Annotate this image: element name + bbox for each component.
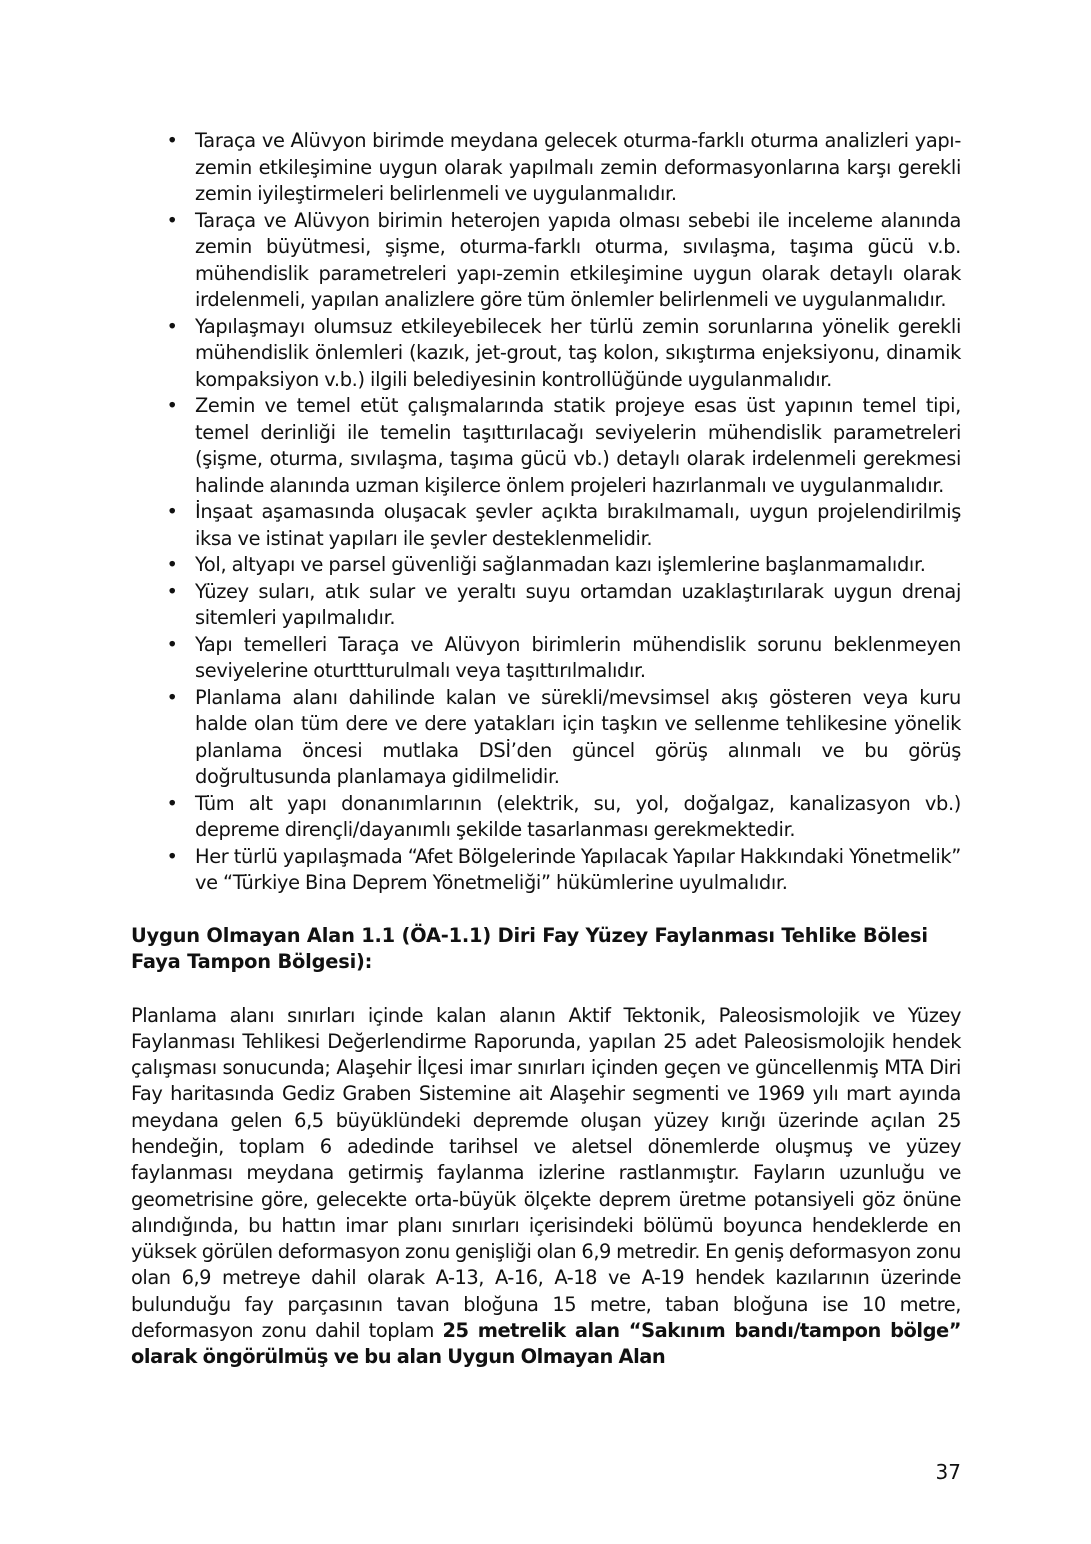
body-paragraph <box>131 1003 961 1371</box>
list-item <box>131 128 961 208</box>
list-item <box>131 844 961 897</box>
bullet-icon: • <box>166 208 178 232</box>
bullet-icon: • <box>166 791 178 815</box>
bullet-icon: • <box>166 553 178 576</box>
recommendation-list <box>131 128 961 897</box>
bullet-icon: • <box>166 500 178 523</box>
bullet-icon: • <box>166 685 178 709</box>
list-item-text: Yüzey suları, atık sular ve yeraltı suyu ortamdan uzaklaştırılarak uygun drenaj sitemleri yapılmalıdır. <box>195 579 961 629</box>
list-item <box>131 632 961 685</box>
list-item-text: Her türlü yapılaşmada “Afet Bölgelerinde Yapılacak Yapılar Hakkındaki Yönetmelik” ve “Türkiye Bina Deprem Yönetmeliği” hükümlerine uyulmalıdır. <box>195 844 961 894</box>
section-heading: Uygun Olmayan Alan 1.1 (ÖA-1.1) Diri Fay Yüzey Faylanması Tehlike Bölesi Faya Tampon Bölgesi): <box>131 923 928 973</box>
bullet-icon: • <box>166 394 178 417</box>
list-item <box>131 552 961 579</box>
bullet-icon: • <box>166 314 178 338</box>
list-item-text: Planlama alanı dahilinde kalan ve sürekli/mevsimsel akış gösteren veya kuru halde olan tüm dere ve dere yatakları için taşkın ve sellenme tehlikesine yönelik planlama öncesi mutlaka DSİ’den güncel görüş alınmalı ve bu görüş doğrultusunda planlamaya gidilmelidir. <box>195 685 961 788</box>
list-item-text: Yapı temelleri Taraça ve Alüvyon birimlerin mühendislik sorunu beklenmeyen seviyelerine oturttturulmalı veya taşıttırılmalıdır. <box>195 632 961 682</box>
list-item-text: Taraça ve Alüvyon birimin heterojen yapıda olması sebebi ile inceleme alanında zemin büyütmesi, şişme, oturma-farklı oturma, sıvılaşma, taşıma gücü v.b. mühendislik parametreleri yapı-zemin etkileşimine uygun olarak detaylı olarak irdelenmeli, yapılan analizlere göre tüm önlemler belirlenmeli ve uygulanmalıdır. <box>195 208 961 311</box>
list-item-text: Taraça ve Alüvyon birimde meydana gelecek oturma-farklı oturma analizleri yapı-zemin etkileşimine uygun olarak yapılmalı zemin deformasyonlarına karşı gerekli zemin iyileştirmeleri belirlenmeli ve uygulanmalıdır. <box>195 129 961 205</box>
list-item <box>131 314 961 394</box>
list-item <box>131 499 961 552</box>
list-item-text: Zemin ve temel etüt çalışmalarında statik projeye esas üst yapının temel tipi, temel derinliği ile temelin taşıttırılacağı seviyelerin mühendislik parametreleri (şişme, oturma, sıvılaşma, taşıma gücü vb.) detaylı olarak irdelenmeli gerekmesi halinde alanında uzman kişilerce önlem projeleri hazırlanmalı ve uygulanmalıdır. <box>195 394 961 497</box>
list-item <box>131 579 961 632</box>
bullet-icon: • <box>166 632 178 656</box>
list-item <box>131 393 961 499</box>
list-item-text: Yapılaşmayı olumsuz etkileyebilecek her türlü zemin sorunlarına yönelik gerekli mühendislik önlemleri (kazık, jet-grout, taş kolon, sıkıştırma enjeksiyonu, dinamik kompaksiyon v.b.) ilgili belediyesinin kontrollüğünde uygulanmalıdır. <box>195 314 961 391</box>
list-item-text: İnşaat aşamasında oluşacak şevler açıkta bırakılmamalı, uygun projelendirilmiş iksa ve istinat yapıları ile şevler desteklenmelidir. <box>195 500 961 550</box>
list-item-text: Yol, altyapı ve parsel güvenliği sağlanmadan kazı işlemlerine başlanmamalıdır. <box>195 553 926 576</box>
bullet-icon: • <box>166 844 178 868</box>
list-item-text: Tüm alt yapı donanımlarının (elektrik, su, yol, doğalgaz, kanalizasyon vb.) depreme dirençli/dayanımlı şekilde tasarlanması gerekmektedir. <box>195 791 961 841</box>
list-item <box>131 208 961 314</box>
document-page <box>131 128 961 1371</box>
bullet-icon: • <box>166 129 178 152</box>
paragraph-bold-text: 25 metrelik alan “Sakınım bandı/tampon bölge” olarak öngörülmüş ve bu alan Uygun Olmayan Alan <box>131 1319 961 1369</box>
paragraph-text: Planlama alanı sınırları içinde kalan alanın Aktif Tektonik, Paleosismolojik ve Yüzey Faylanması Tehlikesi Değerlendirme Raporunda, yapılan 25 adet Paleosismolojik hendek çalışması sonucunda; Alaşehir İlçesi imar sınırları içinden geçen ve güncellenmiş MTA Diri Fay haritasında Gediz Graben Sistemine ait Alaşehir segmenti ve 1969 yılı mart ayında meydana gelen 6,5 büyüklündeki depremde oluşan yüzey kırığı üzerinde açılan 25 hendeğin, toplam 6 adedinde tarihsel ve aletsel dönemlerde oluşmuş ve yüzey faylanması meydana getirmiş faylanma izlerine rastlanmıştır. Fayların uzunluğu ve geometrisine göre, gelecekte orta-büyük ölçekte deprem üretme potansiyeli göz önüne alındığında, bu hattın imar planı sınırları içerisindeki bölümü boyunca hendeklerde en yüksek görülen deformasyon zonu genişliği olan 6,9 metredir. En geniş deformasyon zonu olan 6,9 metreye dahil olarak A-13, A-16, A-18 ve A-19 hendek kazılarının üzerinde bulunduğu fay parçasının tavan bloğuna 15 metre, taban bloğuna ise 10 metre, deformasyon zonu dahil toplam <box>131 1003 961 1343</box>
page-number: 37 <box>935 1460 961 1484</box>
bullet-icon: • <box>166 579 178 603</box>
list-item <box>131 791 961 844</box>
list-item <box>131 685 961 791</box>
